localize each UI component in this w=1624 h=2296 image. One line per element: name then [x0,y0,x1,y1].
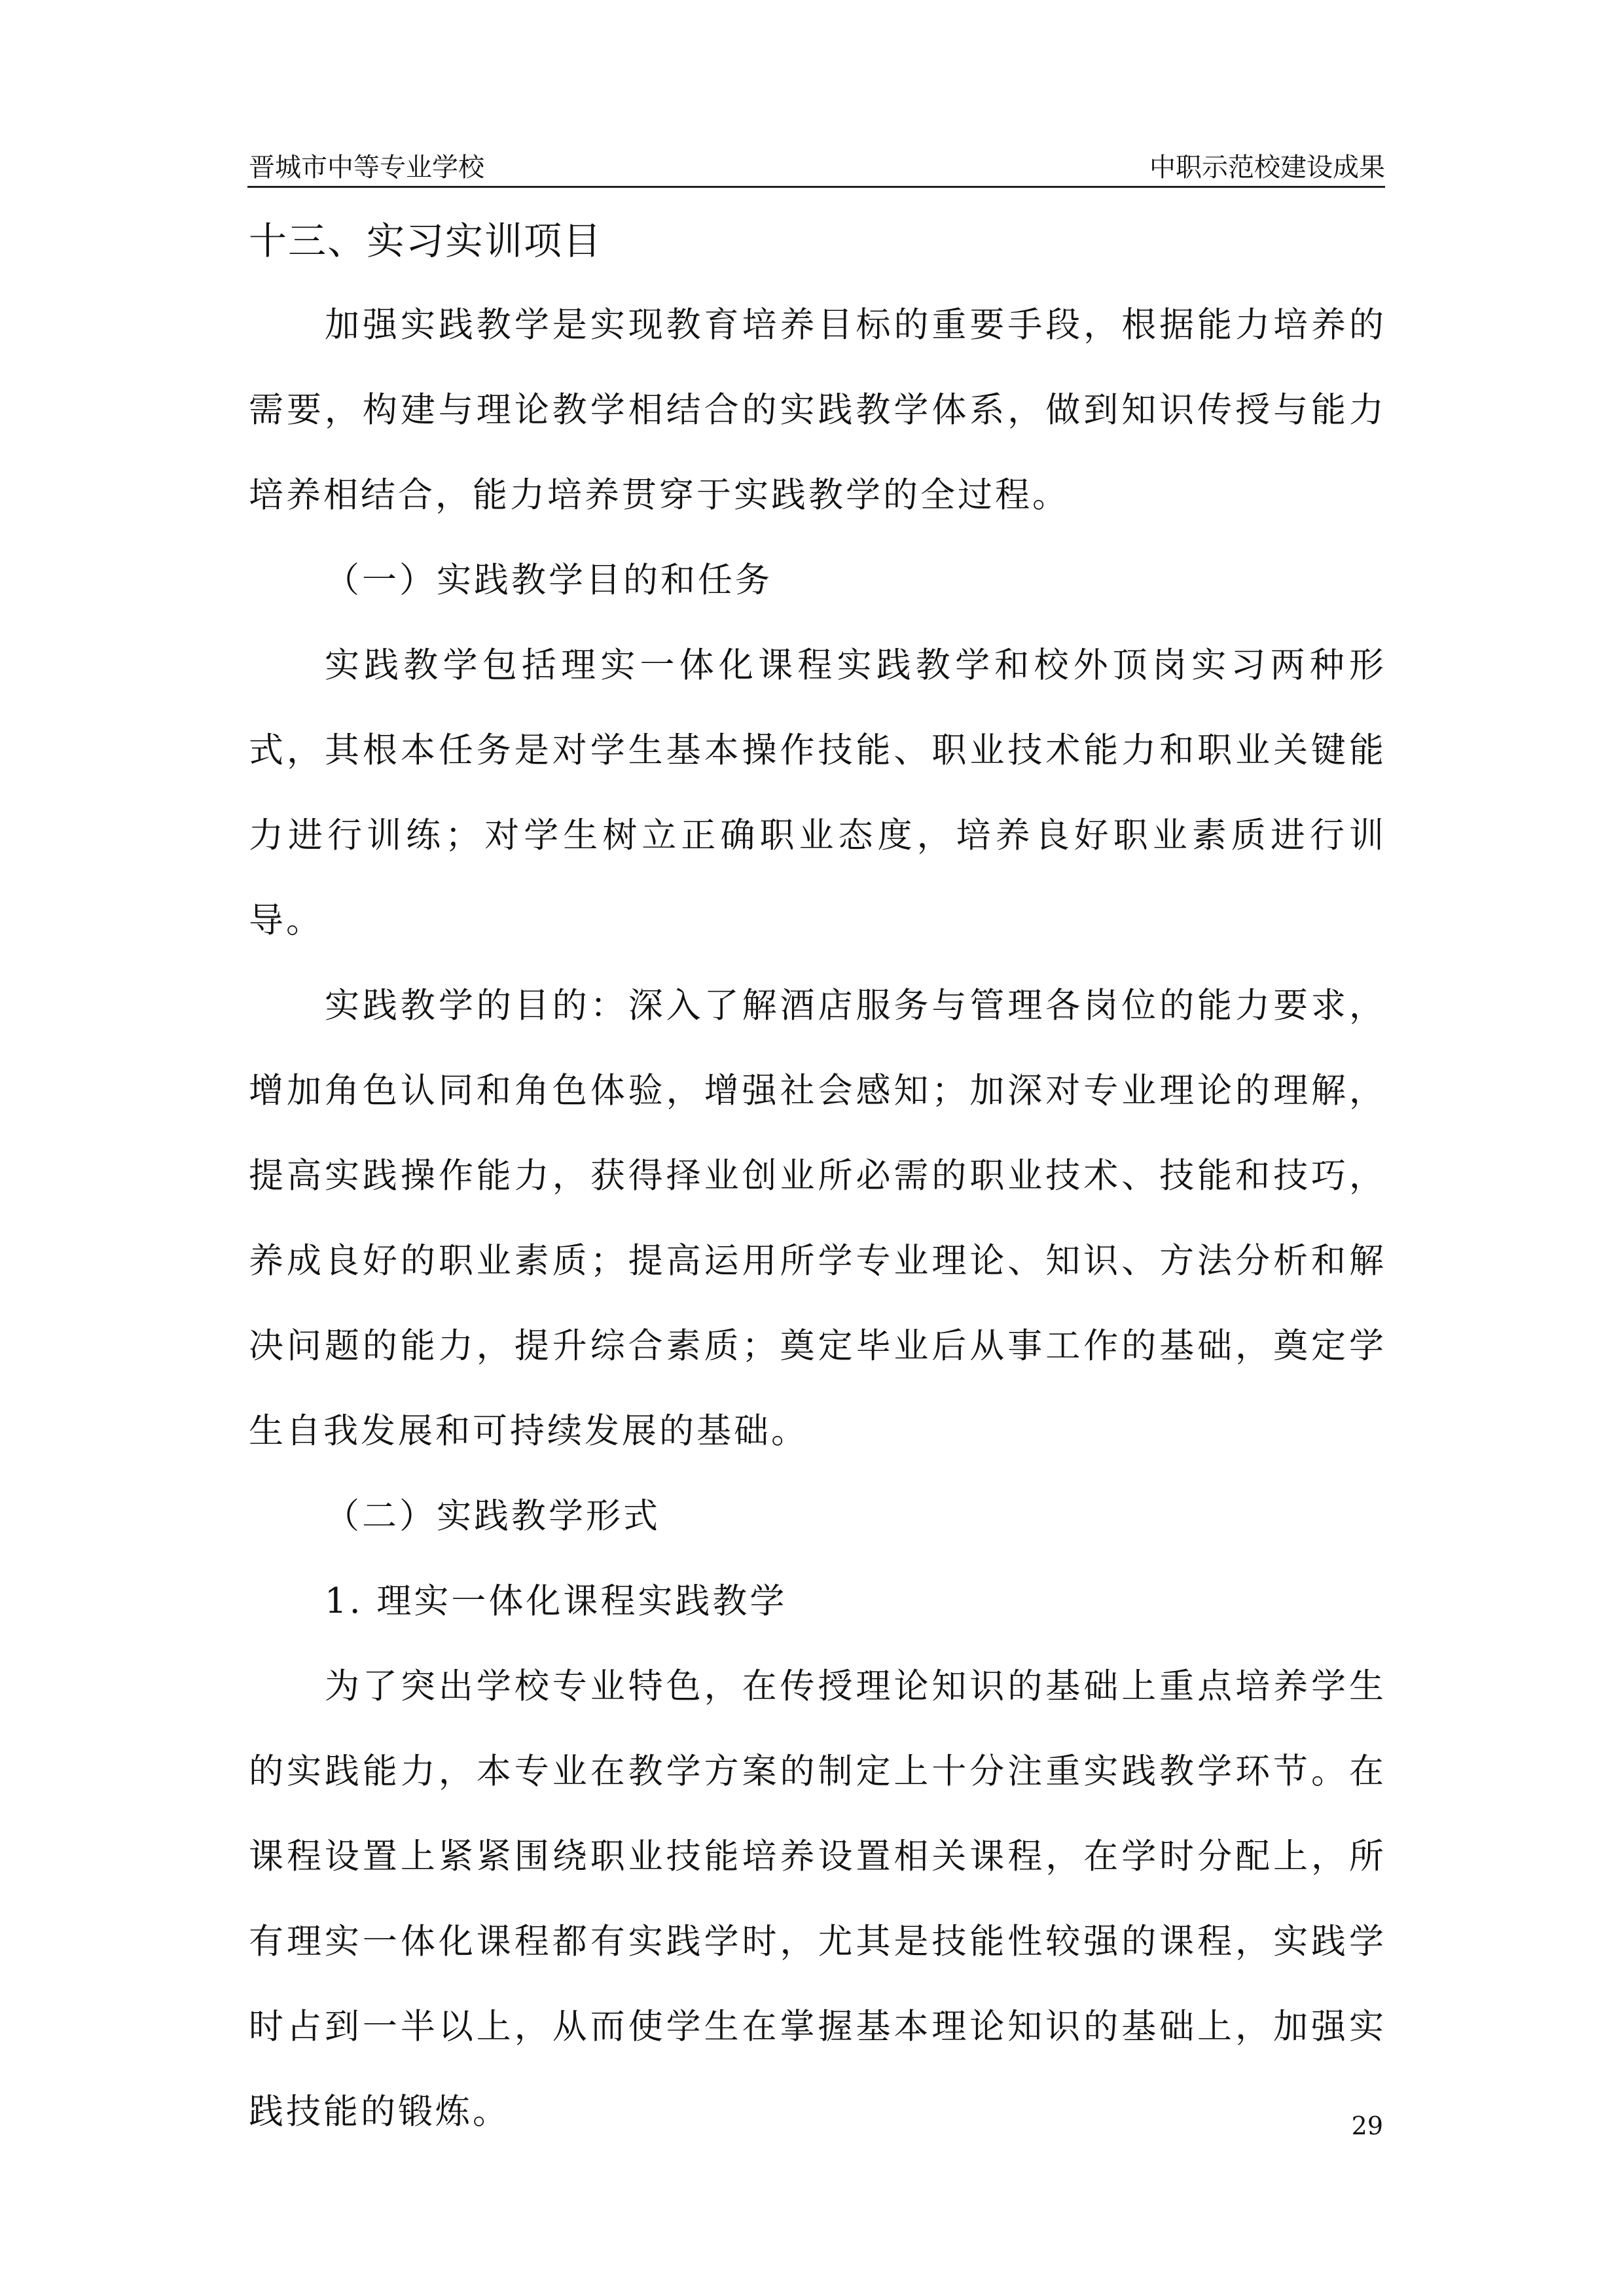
subheading-practice-forms: （二）实践教学形式 [325,1496,660,1536]
paragraph-practice-forms: 实践教学包括理实一体化课程实践教学和校外顶岗实习两种形式，其根本任务是对学生基本操作技能、职业技术能力和职业关键能力进行训练；对学生树立正确职业态度，培养良好职业素质进行训导。 [249,645,1386,941]
page-number: 29 [1351,2111,1383,2140]
header-divider [247,186,1385,188]
paragraph-practice-goals: 实践教学的目的：深入了解酒店服务与管理各岗位的能力要求，增加角色认同和角色体验，增强社会感知；加深对专业理论的理解，提高实践操作能力，获得择业创业所必需的职业技术、技能和技巧，养成良好的职业素质；提高运用所学专业理论、知识、方法分析和解决问题的能力，提升综合素质；奠定毕业后从事工作的基础，奠定学生自我发展和可持续发展的基础。 [249,986,1386,1451]
paragraph-intro: 加强实践教学是实现教育培养目标的重要手段，根据能力培养的需要，构建与理论教学相结合的实践教学体系，做到知识传授与能力培养相结合，能力培养贯穿于实践教学的全过程。 [249,305,1386,515]
header-document-title: 中职示范校建设成果 [1149,152,1385,183]
paragraph-integrated-courses: 为了突出学校专业特色，在传授理论知识的基础上重点培养学生的实践能力，本专业在教学方案的制定上十分注重实践教学环节。在课程设置上紧紧围绕职业技能培养设置相关课程，在学时分配上，所有理实一体化课程都有实践学时，尤其是技能性较强的课程，实践学时占到一半以上，从而使学生在掌握基本理论知识的基础上，加强实践技能的锻炼。 [249,1666,1386,2132]
section-title: 十三、实习实训项目 [249,219,603,263]
header-school-name: 晋城市中等专业学校 [249,152,484,183]
subheading-goals-and-tasks: （一）实践教学目的和任务 [325,560,772,600]
page-body [249,208,1386,2155]
subheading-integrated-courses: 1. 理实一体化课程实践教学 [325,1581,787,1621]
